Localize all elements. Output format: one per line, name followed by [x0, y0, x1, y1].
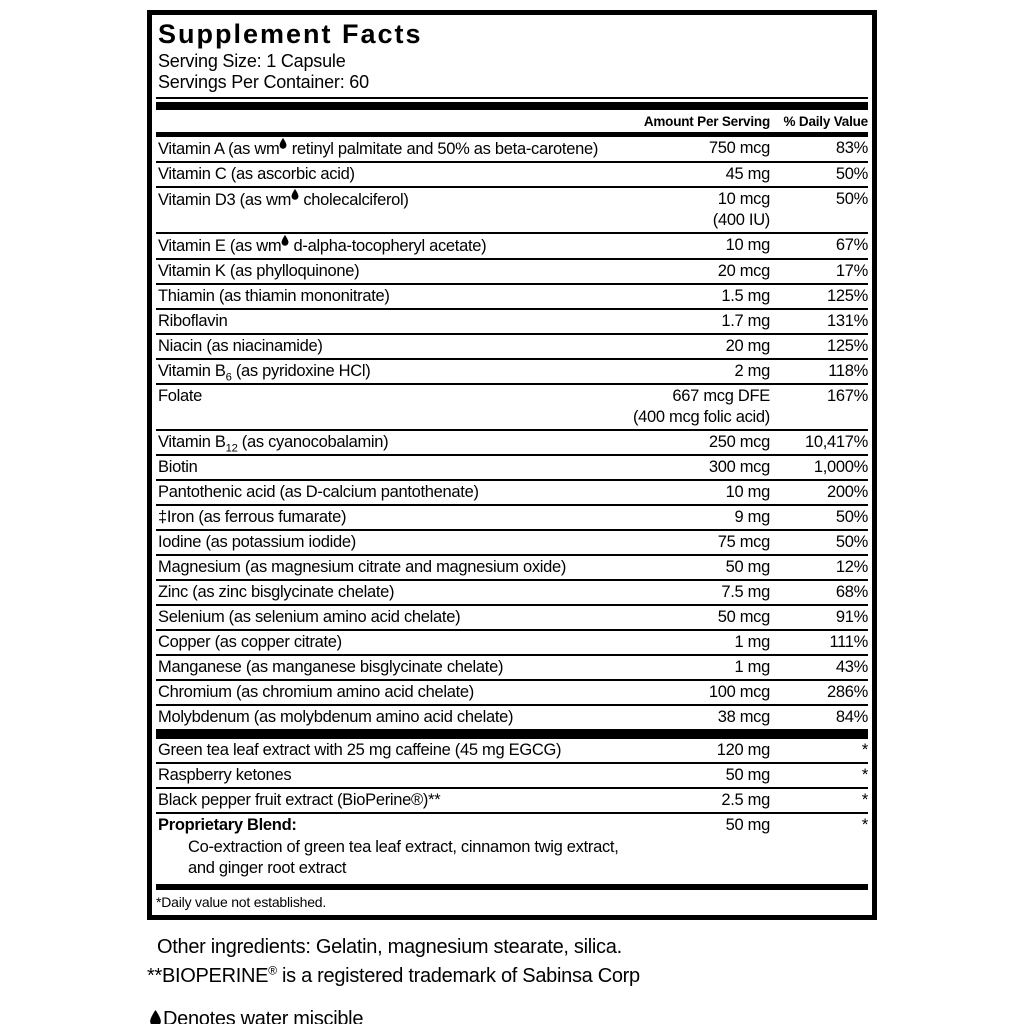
- label-note: [147, 933, 877, 962]
- daily-value-footnote: *Daily value not established.: [156, 894, 327, 910]
- ingredient-daily-value: *: [861, 791, 868, 809]
- ingredient-name: [158, 632, 640, 653]
- text-segment: Raspberry ketones: [158, 766, 292, 784]
- text-segment: Proprietary Blend:: [158, 816, 297, 834]
- ingredient-amount: 45 mg: [725, 165, 770, 183]
- ingredient-name: [158, 457, 640, 478]
- text-segment: Vitamin E (as wm: [158, 237, 282, 255]
- ingredient-amount: 75 mcg: [717, 533, 770, 551]
- text-segment: cholecalciferol): [299, 191, 409, 209]
- ingredient-daily-value: 68%: [835, 583, 868, 601]
- ingredient-amount: 50 mg: [725, 766, 770, 784]
- supplement-row: [156, 506, 868, 531]
- ingredient-name: [158, 432, 640, 453]
- ingredient-daily-value: 12%: [835, 558, 868, 576]
- supplement-row: [156, 137, 868, 163]
- supplement-row: [156, 531, 868, 556]
- text-segment: Chromium (as chromium amino acid chelate): [158, 683, 474, 701]
- panel-title: Supplement Facts: [158, 19, 423, 49]
- ingredient-name: [158, 815, 640, 836]
- ingredient-amount: 667 mcg DFE (400 mcg folic acid): [632, 387, 770, 426]
- ingredient-daily-value: 167%: [826, 387, 868, 405]
- label-notes: [147, 933, 877, 1024]
- servings-per-container: Servings Per Container: 60: [158, 72, 369, 92]
- ingredient-name: [158, 311, 640, 332]
- ingredient-name: [158, 532, 640, 553]
- ingredient-daily-value: 17%: [835, 262, 868, 280]
- text-segment: Other ingredients: Gelatin, magnesium stearate, silica.: [157, 936, 622, 958]
- supplement-row: [156, 385, 868, 431]
- supplement-row: [156, 335, 868, 360]
- ingredient-amount: 1.7 mg: [721, 312, 770, 330]
- ingredient-name: [158, 557, 640, 578]
- ingredient-name: [158, 657, 640, 678]
- text-segment: ®: [268, 963, 277, 978]
- ingredient-amount: 100 mcg: [708, 683, 770, 701]
- supplement-row: [156, 481, 868, 506]
- text-segment: Molybdenum (as molybdenum amino acid chelate): [158, 708, 514, 726]
- ingredient-daily-value: 10,417%: [804, 433, 868, 451]
- supplement-row: [156, 764, 868, 789]
- text-segment: Selenium (as selenium amino acid chelate): [158, 608, 461, 626]
- text-segment: Vitamin B: [158, 433, 226, 451]
- ingredient-name: [158, 336, 640, 357]
- ingredient-daily-value: 286%: [826, 683, 868, 701]
- text-segment: retinyl palmitate and 50% as beta-carotene): [287, 140, 599, 158]
- ingredient-amount: 50 mg: [725, 816, 770, 834]
- supplement-row: [156, 260, 868, 285]
- text-segment: 12: [225, 442, 238, 455]
- text-segment: Manganese (as manganese bisglycinate chelate): [158, 658, 504, 676]
- ingredient-amount: 120 mg: [716, 741, 770, 759]
- ingredient-daily-value: *: [861, 741, 868, 759]
- ingredient-daily-value: 50%: [835, 508, 868, 526]
- ingredient-amount: 1.5 mg: [721, 287, 770, 305]
- ingredient-daily-value: 1,000%: [813, 458, 868, 476]
- supplement-row: [156, 163, 868, 188]
- ingredient-amount: 20 mcg: [717, 262, 770, 280]
- text-segment: (as cyanocobalamin): [237, 433, 389, 451]
- ingredient-amount: 10 mcg (400 IU): [712, 190, 770, 229]
- ingredient-name: [158, 682, 640, 703]
- label-note: [147, 1005, 877, 1024]
- ingredient-amount: 750 mcg: [708, 139, 770, 157]
- label-note: [147, 962, 877, 991]
- text-segment: Zinc (as zinc bisglycinate chelate): [158, 583, 395, 601]
- supplement-row: [156, 606, 868, 631]
- column-header-daily-value: % Daily Value: [783, 114, 868, 129]
- ingredient-amount: 300 mcg: [708, 458, 770, 476]
- ingredient-amount: 9 mg: [734, 508, 770, 526]
- ingredient-daily-value: 67%: [835, 236, 868, 254]
- text-segment: Riboflavin: [158, 312, 228, 330]
- supplement-facts-panel: [147, 10, 877, 920]
- ingredient-name: [158, 765, 640, 786]
- vitamins-minerals-table: [156, 137, 868, 731]
- ingredient-daily-value: 43%: [835, 658, 868, 676]
- ingredient-name: [158, 386, 633, 407]
- ingredient-name: [158, 790, 640, 811]
- ingredient-name: [158, 740, 640, 761]
- text-segment: Denotes water miscible: [163, 1008, 364, 1024]
- ingredient-amount: 10 mg: [725, 483, 770, 501]
- supplement-row: [156, 556, 868, 581]
- ingredient-daily-value: 50%: [835, 165, 868, 183]
- ingredient-amount: 7.5 mg: [721, 583, 770, 601]
- ingredient-daily-value: 84%: [835, 708, 868, 726]
- supplement-row: [156, 456, 868, 481]
- supplement-row: [156, 285, 868, 310]
- text-segment: is a registered trademark of Sabinsa Corp: [276, 965, 640, 987]
- supplement-row: [156, 814, 868, 837]
- text-segment: Vitamin A (as wm: [158, 140, 280, 158]
- text-segment: Magnesium (as magnesium citrate and magnesium oxide): [158, 558, 567, 576]
- supplement-row: [156, 789, 868, 814]
- ingredient-name: [158, 707, 640, 728]
- text-segment: Copper (as copper citrate): [158, 633, 342, 651]
- ingredient-name: [158, 507, 640, 528]
- ingredient-name: [158, 286, 640, 307]
- ingredient-amount: 50 mg: [725, 558, 770, 576]
- text-segment: Pantothenic acid (as D-calcium pantothenate): [158, 483, 479, 501]
- ingredient-name: [158, 164, 640, 185]
- supplement-row: [156, 310, 868, 335]
- ingredient-daily-value: 83%: [835, 139, 868, 157]
- text-segment: Biotin: [158, 458, 198, 476]
- ingredient-amount: 1 mg: [734, 633, 770, 651]
- ingredient-daily-value: 50%: [835, 190, 868, 208]
- text-segment: Green tea leaf extract with 25 mg caffeine (45 mg EGCG): [158, 741, 562, 759]
- ingredient-amount: 50 mcg: [717, 608, 770, 626]
- text-segment: d-alpha-tocopheryl acetate): [289, 237, 487, 255]
- supplement-row: [156, 188, 868, 234]
- column-header-row: [156, 110, 868, 132]
- ingredient-daily-value: 118%: [828, 362, 868, 380]
- ingredient-daily-value: *: [861, 816, 868, 834]
- ingredient-daily-value: 131%: [826, 312, 868, 330]
- droplet-icon: [149, 1010, 162, 1024]
- supplement-row: [156, 360, 868, 385]
- column-header-amount: Amount Per Serving: [643, 114, 770, 129]
- supplement-row: [156, 631, 868, 656]
- supplement-row: [156, 234, 868, 260]
- ingredient-amount: 10 mg: [725, 236, 770, 254]
- ingredient-daily-value: 200%: [826, 483, 868, 501]
- ingredient-name: [158, 607, 640, 628]
- thin-rule: [156, 97, 868, 99]
- text-segment: **BIOPERINE: [147, 965, 269, 987]
- ingredient-name: [158, 235, 640, 257]
- ingredient-name: [158, 189, 640, 211]
- text-segment: Vitamin D3 (as wm: [158, 191, 292, 209]
- section-separator-bar: [156, 731, 868, 739]
- ingredient-name: [158, 582, 640, 603]
- ingredient-name: [158, 138, 640, 160]
- ingredient-name: [158, 482, 640, 503]
- text-segment: Vitamin B: [158, 362, 226, 380]
- supplement-row: [156, 739, 868, 764]
- supplement-row: [156, 706, 868, 731]
- ingredient-daily-value: 111%: [829, 633, 868, 651]
- text-segment: Folate: [158, 387, 203, 405]
- supplement-row: [156, 656, 868, 681]
- thick-separator-bar: [156, 102, 868, 110]
- text-segment: Vitamin K (as phylloquinone): [158, 262, 360, 280]
- text-segment: Niacin (as niacinamide): [158, 337, 323, 355]
- text-segment: Iodine (as potassium iodide): [158, 533, 356, 551]
- blend-description: Co-extraction of green tea leaf extract, cinnamon twig extract, and ginger root extract: [188, 838, 619, 877]
- ingredient-daily-value: 50%: [835, 533, 868, 551]
- text-segment: 6: [225, 371, 232, 384]
- ingredient-amount: 20 mg: [725, 337, 770, 355]
- ingredient-daily-value: *: [861, 766, 868, 784]
- supplement-row: [156, 681, 868, 706]
- text-segment: (as pyridoxine HCl): [231, 362, 371, 380]
- droplet-icon: [291, 189, 299, 200]
- ingredient-amount: 1 mg: [734, 658, 770, 676]
- ingredient-daily-value: 91%: [835, 608, 868, 626]
- supplement-row: [156, 431, 868, 456]
- botanicals-table: [156, 739, 868, 884]
- serving-size: Serving Size: 1 Capsule: [158, 51, 346, 71]
- ingredient-amount: 250 mcg: [708, 433, 770, 451]
- ingredient-daily-value: 125%: [826, 337, 868, 355]
- text-segment: Thiamin (as thiamin mononitrate): [158, 287, 390, 305]
- ingredient-amount: 38 mcg: [717, 708, 770, 726]
- ingredient-name: [158, 261, 640, 282]
- supplement-row: [156, 581, 868, 606]
- text-segment: Black pepper fruit extract (BioPerine®)**: [158, 791, 441, 809]
- text-segment: ‡Iron (as ferrous fumarate): [158, 508, 347, 526]
- ingredient-amount: 2.5 mg: [721, 791, 770, 809]
- text-segment: Vitamin C (as ascorbic acid): [158, 165, 355, 183]
- ingredient-daily-value: 125%: [826, 287, 868, 305]
- ingredient-name: [158, 361, 640, 382]
- ingredient-amount: 2 mg: [734, 362, 770, 380]
